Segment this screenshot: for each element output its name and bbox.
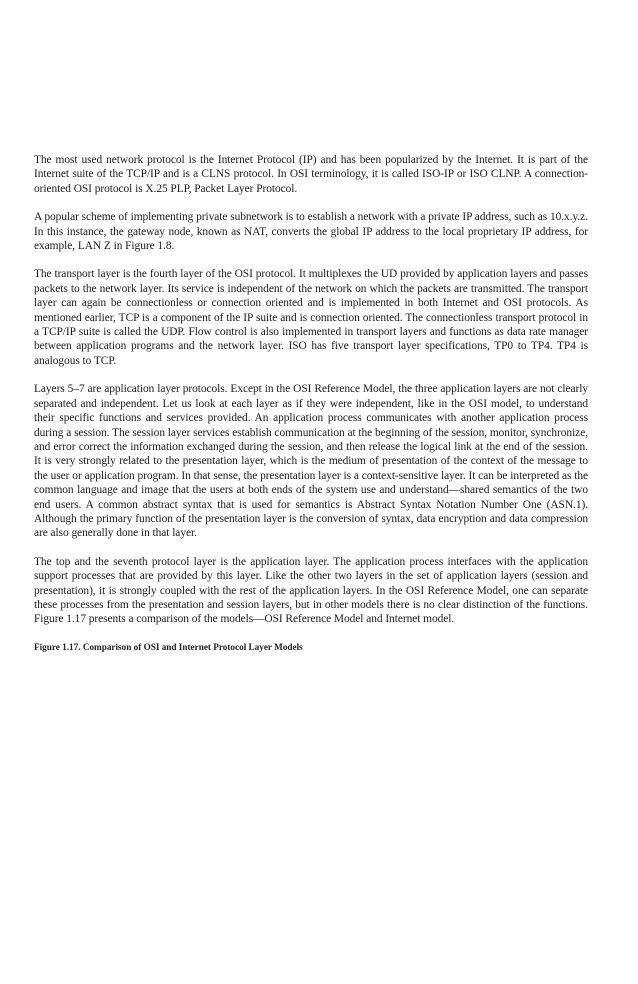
paragraph-ip-protocol: The most used network protocol is the Internet Protocol (IP) and has been popularized by the Internet. It is part of the Internet suite of the TCP/IP and is a CLNS protocol. In OSI terminology, it is called ISO-IP or ISO CLNP. A connection-oriented OSI protocol is X.25 PLP, Packet Layer Protocol. (34, 154, 588, 195)
paragraph-transport-layer: The transport layer is the fourth layer of the OSI protocol. It multiplexes the UD provided by application layers and passes packets to the network layer. Its service is independent of the network on which the packets are transmitted. The transport layer can again be connectionless or connection oriented and is implemented in both Internet and OSI protocols. As mentioned earlier, TCP is a component of the IP suite and is connection oriented. The connectionless transport protocol in a TCP/IP suite is called the UDP. Flow control is also implemented in transport layers and functions as data rate manager between application programs and the network layer. ISO has five transport layer specifications, TP0 to TP4. TP4 is analogous to TCP. (34, 268, 588, 367)
paragraph-private-subnetwork: A popular scheme of implementing private subnetwork is to establish a network with a private IP address, such as 10.x.y.z. In this instance, the gateway node, known as NAT, converts the global IP address to the local proprietary IP address, for example, LAN Z in Figure 1.8. (34, 211, 588, 253)
paragraph-application-layers: Layers 5–7 are application layer protocols. Except in the OSI Reference Model, the three application layers are not clearly separated and independent. Let us look at each layer as if they were independent, like in the OSI model, to understand their specific functions and services provided. An application process communicates with another application process during a session. The session layer services establish communication at the beginning of the session, monitor, synchronize, and error correct the information exchanged during the session, and then release the logical link at the end of the session. It is very strongly related to the presentation layer, which is the medium of presentation of the context of the message to the user or application program. In that sense, the presentation layer is a context-sensitive layer. It can be interpreted as the common language and image that the users at both ends of the system use and understand—shared semantics of the two end users. A common abstract syntax that is used for semantics is Abstract Syntax Notation Number One (ASN.1). Although the primary function of the presentation layer is the conversion of syntax, data encryption and data compression are also generally done in that layer. (34, 383, 588, 540)
figure-caption: Figure 1.17. Comparison of OSI and Internet Protocol Layer Models (34, 641, 303, 652)
paragraph-seventh-layer: The top and the seventh protocol layer is the application layer. The application process interfaces with the application support processes that are provided by this layer. Like the other two layers in the set of application layers (session and presentation), it is strongly coupled with the rest of the application layers. In the OSI Reference Model, one can separate these processes from the presentation and session layers, but in other models there is no clear distinction of the functions. Figure 1.17 presents a comparison of the models—OSI Reference Model and Internet model. (34, 555, 588, 626)
